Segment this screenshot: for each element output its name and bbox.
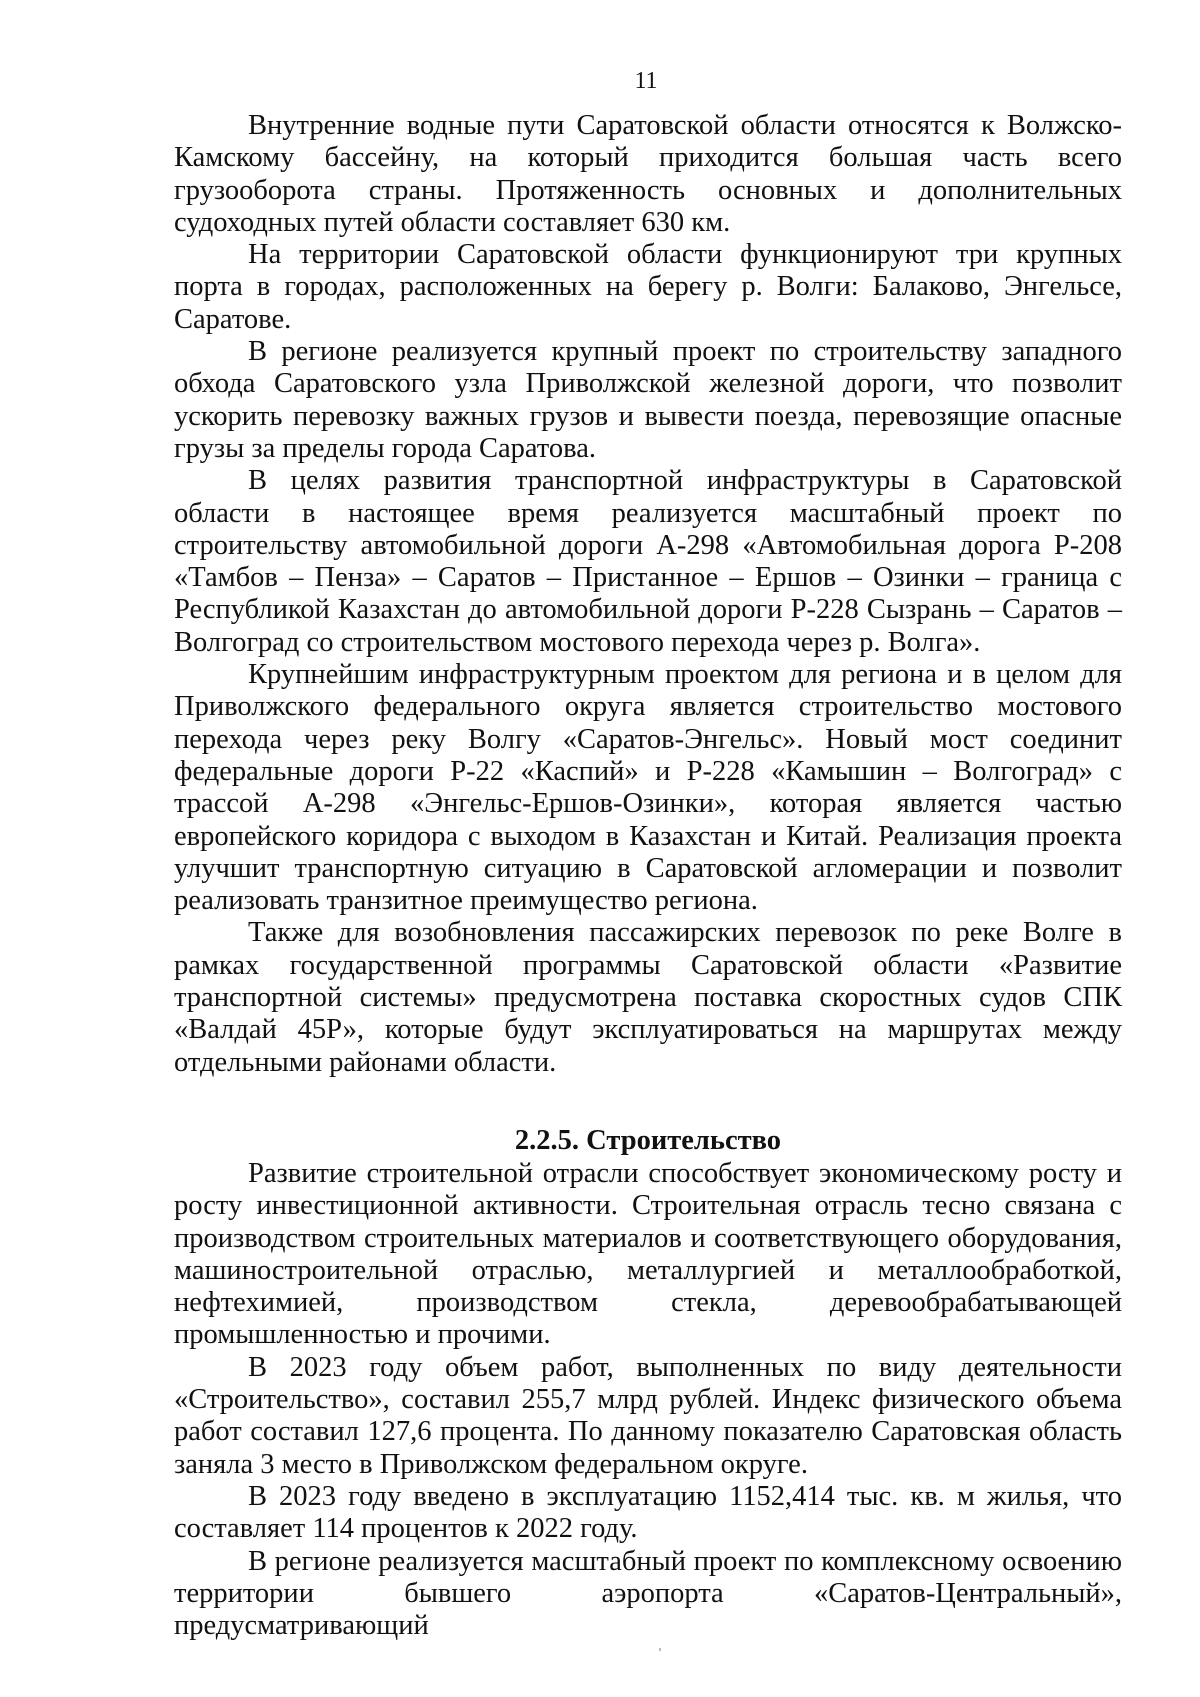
paragraph-construction-volume: В 2023 году объем работ, выполненных по виду деятельности «Строительство», составил 255,7 млрд рублей. Индекс физического объема работ составил 127,6 процента. По данному показателю Саратовская область заняла 3 место в Приволжском федеральном округе. [174, 1351, 1122, 1480]
paragraph-bridge-project: Крупнейшим инфраструктурным проектом для региона и в целом для Приволжского федерального округа является строительство мостового перехода через реку Волгу «Саратов-Энгельс». Новый мост соединит федеральные дороги Р-22 «Каспий» и Р-228 «Камышин – Волгоград» с трассой А-298 «Энгельс-Ершов-Озинки», которая является частью европейского коридора с выходом в Казахстан и Китай. Реализация проекта улучшит транспортную ситуацию в Саратовской агломерации и позволит реализовать транзитное преимущество региона. [174, 659, 1122, 917]
transport-text-block [174, 110, 1122, 1079]
page-number: 11 [634, 68, 658, 94]
section-heading: 2.2.5. Строительство [514, 1125, 782, 1156]
paragraph-construction-industry: Развитие строительной отрасли способствует экономическому росту и росту инвестиционной активности. Строительная отрасль тесно связана с производством строительных материалов и соответствующего оборудования, машиностроительной отраслью, металлургией и металлообработкой, нефтехимией, производством стекла, деревообрабатывающей промышленностью и прочими. [174, 1158, 1122, 1351]
paragraph-passenger-transport: Также для возобновления пассажирских перевозок по реке Волге в рамках государственной программы Саратовской области «Развитие транспортной системы» предусмотрена поставка скоростных судов СПК «Валдай 45Р», которые будут эксплуатироваться на маршрутах между отдельными районами области. [174, 917, 1122, 1078]
paragraph-housing: В 2023 году введено в эксплуатацию 1152,414 тыс. кв. м жилья, что составляет 114 процентов к 2022 году. [174, 1480, 1122, 1545]
paragraph-waterways: Внутренние водные пути Саратовской области относятся к Волжско-Камскому бассейну, на который приходится большая часть всего грузооборота страны. Протяженность основных и дополнительных судоходных путей области составляет 630 км. [174, 110, 1122, 238]
paragraph-airport-territory: В регионе реализуется масштабный проект по комплексному освоению территории бывшего аэропорта «Саратов-Центральный», предусматривающий [174, 1545, 1122, 1642]
paragraph-railway-bypass: В регионе реализуется крупный проект по строительству западного обхода Саратовского узла Приволжской железной дороги, что позволит ускорить перевозку важных грузов и вывести поезда, перевозящие опасные грузы за пределы города Саратова. [174, 336, 1122, 464]
paragraph-ports: На территории Саратовской области функционируют три крупных порта в городах, расположенных на берегу р. Волги: Балаково, Энгельсе, Саратове. [174, 239, 1122, 335]
scan-mark [659, 1648, 661, 1651]
construction-section [174, 1124, 1122, 1642]
paragraph-highway-a298: В целях развития транспортной инфраструктуры в Саратовской области в настоящее время реализуется масштабный проект по строительству автомобильной дороги А-298 «Автомобильная дорога Р-208 «Тамбов – Пенза» – Саратов – Пристанное – Ершов – Озинки – граница с Республикой Казахстан до автомобильной дороги Р-228 Сызрань – Саратов – Волгоград со строительством мостового перехода через р. Волга». [174, 465, 1122, 658]
